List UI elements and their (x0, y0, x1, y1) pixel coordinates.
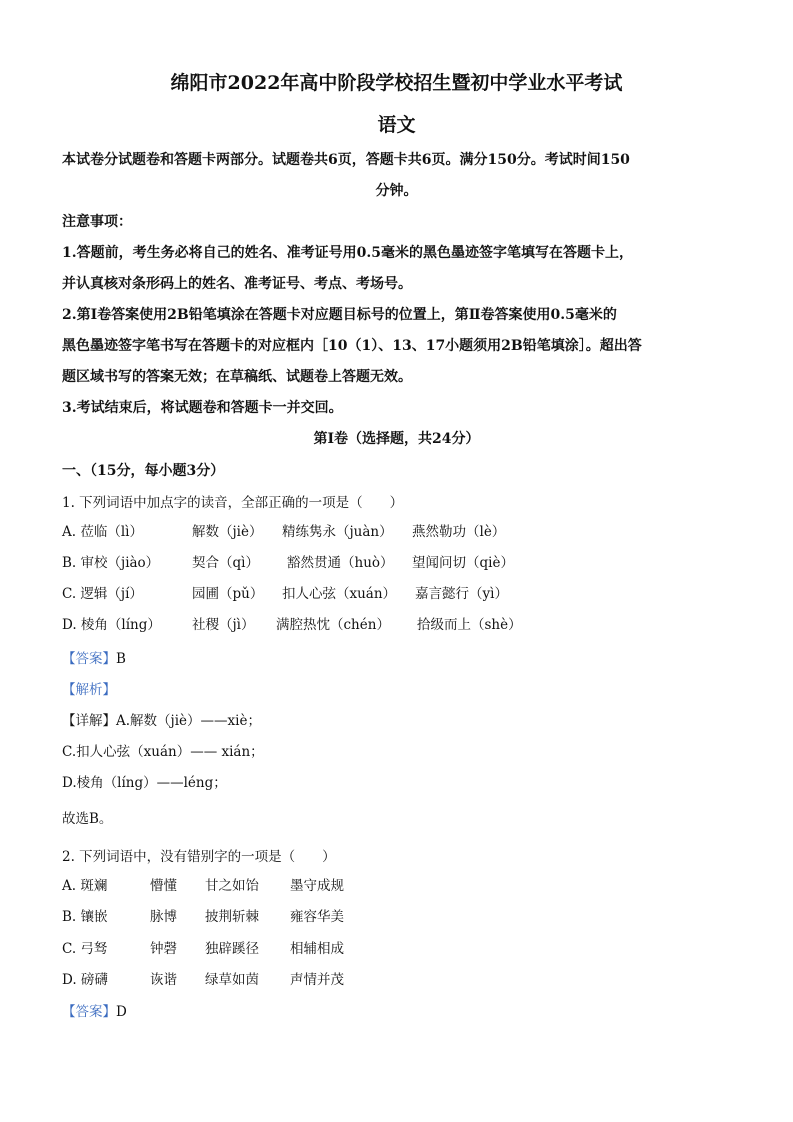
option-cell: C. 弓驽 (62, 941, 108, 957)
option-cell: 扣人心弦（xuán） (282, 586, 397, 602)
detail-line: 故选B。 (62, 811, 113, 827)
option-cell: 懵懂 (150, 878, 177, 894)
answer-value: D (116, 1004, 127, 1020)
option-cell: 解数（jiè） (192, 524, 263, 540)
analysis-label: 【解析】 (62, 682, 116, 698)
option-cell: 披荆斩棘 (205, 909, 259, 925)
detail-line: D.棱角（líng）——léng； (62, 775, 227, 791)
part-heading: 一、（15分，每小题3分） (62, 463, 225, 479)
notice-line: 并认真核对条形码上的姓名、准考证号、考点、考场号。 (62, 276, 412, 292)
q2-answer (62, 1003, 127, 1021)
option-cell: 相辅相成 (290, 941, 344, 957)
subject-title: 语文 (377, 114, 416, 136)
option-cell: D. 棱角（líng） (62, 617, 161, 633)
option-cell: 脉博 (150, 909, 177, 925)
option-cell: 诙谐 (150, 972, 177, 988)
q1-answer (62, 650, 126, 668)
intro-line: 本试卷分试题卷和答题卡两部分。试题卷共6页，答题卡共6页。满分150分。考试时间150 (62, 152, 630, 168)
option-cell: 精练隽永（juàn） (282, 524, 393, 540)
option-cell: 燕然勒功（lè） (412, 524, 506, 540)
doc-title: 绵阳市2022年高中阶段学校招生暨初中学业水平考试 (170, 72, 623, 94)
notice-line: 题区域书写的答案无效；在草稿纸、试题卷上答题无效。 (62, 369, 412, 385)
option-cell: 墨守成规 (290, 878, 344, 894)
option-cell: 独辟蹊径 (205, 941, 259, 957)
option-cell: 满腔热忱（chén） (276, 617, 390, 633)
intro-line: 分钟。 (375, 183, 418, 199)
notice-line: 3.考试结束后，将试题卷和答题卡一并交回。 (62, 400, 343, 416)
option-cell: A. 斑斓 (62, 878, 108, 894)
q2-stem: 2. 下列词语中，没有错别字的一项是（ ） (62, 849, 336, 865)
option-cell: 甘之如饴 (205, 878, 259, 894)
option-cell: A. 莅临（lì） (62, 524, 143, 540)
option-cell: C. 逻辑（jí） (62, 586, 143, 602)
q1-stem: 1. 下列词语中加点字的读音，全部正确的一项是（ ） (62, 495, 404, 511)
option-cell: 钟磬 (150, 941, 177, 957)
detail-line: 【详解】A.解数（jiè）——xiè； (62, 713, 261, 729)
notice-heading: 注意事项： (62, 214, 132, 230)
answer-label: 【答案】 (62, 651, 116, 667)
option-cell: 望闻问切（qiè） (412, 555, 514, 571)
option-cell: 契合（qì） (192, 555, 259, 571)
notice-line: 2.第Ⅰ卷答案使用2B铅笔填涂在答题卡对应题目标号的位置上，第Ⅱ卷答案使用0.5毫米的 (62, 307, 617, 323)
option-cell: 嘉言懿行（yì） (415, 586, 508, 602)
option-cell: D. 磅礴 (62, 972, 108, 988)
option-cell: 豁然贯通（huò） (287, 555, 394, 571)
option-cell: 社稷（jì） (192, 617, 255, 633)
answer-value: B (116, 651, 126, 667)
option-cell: B. 审校（jiào） (62, 555, 160, 571)
answer-label: 【答案】 (62, 1004, 116, 1020)
option-cell: 园圃（pǔ） (192, 586, 264, 602)
section-heading: 第Ⅰ卷（选择题，共24分） (313, 431, 480, 447)
option-cell: B. 镶嵌 (62, 909, 108, 925)
option-cell: 绿草如茵 (205, 972, 259, 988)
notice-line: 黑色墨迹签字笔书写在答题卡的对应框内［10（1）、13、17小题须用2B铅笔填涂］。超出答 (62, 338, 642, 354)
option-cell: 声情并茂 (290, 972, 344, 988)
detail-line: C.扣人心弦（xuán）—— xián； (62, 744, 264, 760)
option-cell: 雍容华美 (290, 909, 344, 925)
option-cell: 拾级而上（shè） (417, 617, 522, 633)
notice-line: 1.答题前，考生务必将自己的姓名、准考证号用0.5毫米的黑色墨迹签字笔填写在答题卡上， (62, 245, 633, 261)
